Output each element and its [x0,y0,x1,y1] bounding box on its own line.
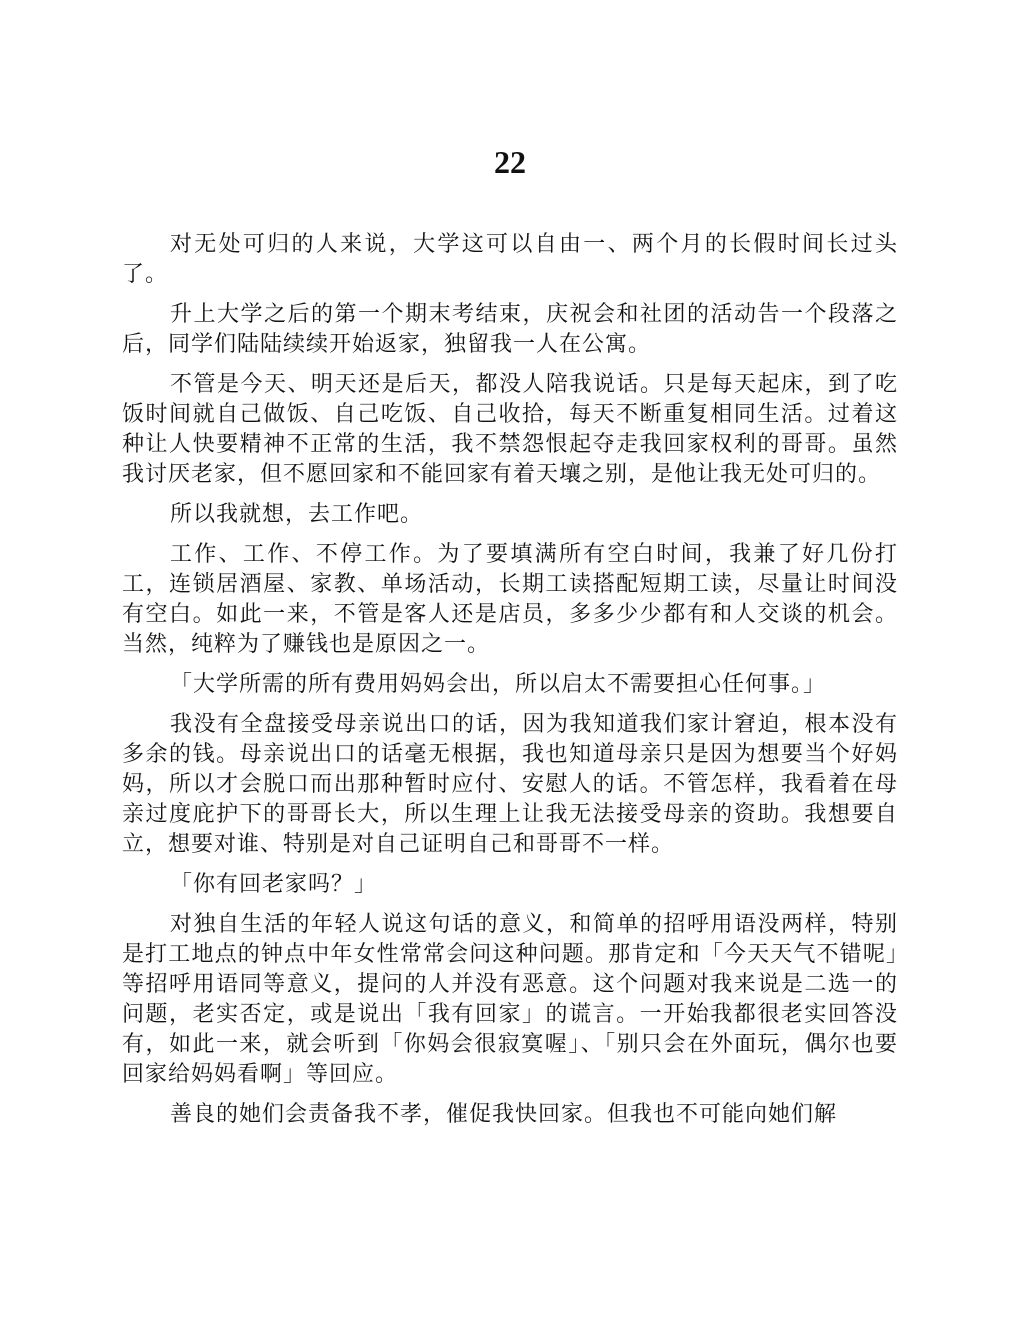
paragraph: 对独自生活的年轻人说这句话的意义，和简单的招呼用语没两样，特别是打工地点的钟点中年女性常常会问这种问题。那肯定和「今天天气不错呢」等招呼用语同等意义，提问的人并没有恶意。这个问题对我来说是二选一的问题，老实否定，或是说出「我有回家」的谎言。一开始我都很老实回答没有，如此一来，就会听到「你妈会很寂寞喔」、「别只会在外面玩，偶尔也要回家给妈妈看啊」等回应。 [122,912,898,1087]
dialogue-paragraph: 「你有回老家吗？」 [170,872,378,897]
dialogue-paragraph: 「大学所需的所有费用妈妈会出，所以启太不需要担心任何事。」 [170,672,827,697]
paragraph: 我没有全盘接受母亲说出口的话，因为我知道我们家计窘迫，根本没有多余的钱。母亲说出口的话毫无根据，我也知道母亲只是因为想要当个好妈妈，所以才会脱口而出那种暂时应付、安慰人的话。不管怎样，我看着在母亲过度庇护下的哥哥长大，所以生理上让我无法接受母亲的资助。我想要自立，想要对谁、特别是对自己证明自己和哥哥不一样。 [122,712,898,857]
paragraph: 不管是今天、明天还是后天，都没人陪我说话。只是每天起床，到了吃饭时间就自己做饭、自己吃饭、自己收拾，每天不断重复相同生活。过着这种让人快要精神不正常的生活，我不禁怨恨起夺走我回家权利的哥哥。虽然我讨厌老家，但不愿回家和不能回家有着天壤之别，是他让我无处可归的。 [122,372,898,487]
paragraph: 对无处可归的人来说，大学这可以自由一、两个月的长假时间长过头了。 [122,232,898,287]
paragraph: 善良的她们会责备我不孝，催促我快回家。但我也不可能向她们解 [170,1102,838,1127]
paragraph: 工作、工作、不停工作。为了要填满所有空白时间，我兼了好几份打工，连锁居酒屋、家教、单场活动，长期工读搭配短期工读，尽量让时间没有空白。如此一来，不管是客人还是店员，多多少少都有和人交谈的机会。当然，纯粹为了赚钱也是原因之一。 [122,542,898,657]
paragraph: 升上大学之后的第一个期末考结束，庆祝会和社团的活动告一个段落之后，同学们陆陆续续开始返家，独留我一人在公寓。 [122,302,898,357]
paragraph: 所以我就想，去工作吧。 [170,502,424,527]
body-text [122,230,898,1140]
chapter-number: 22 [494,144,526,180]
